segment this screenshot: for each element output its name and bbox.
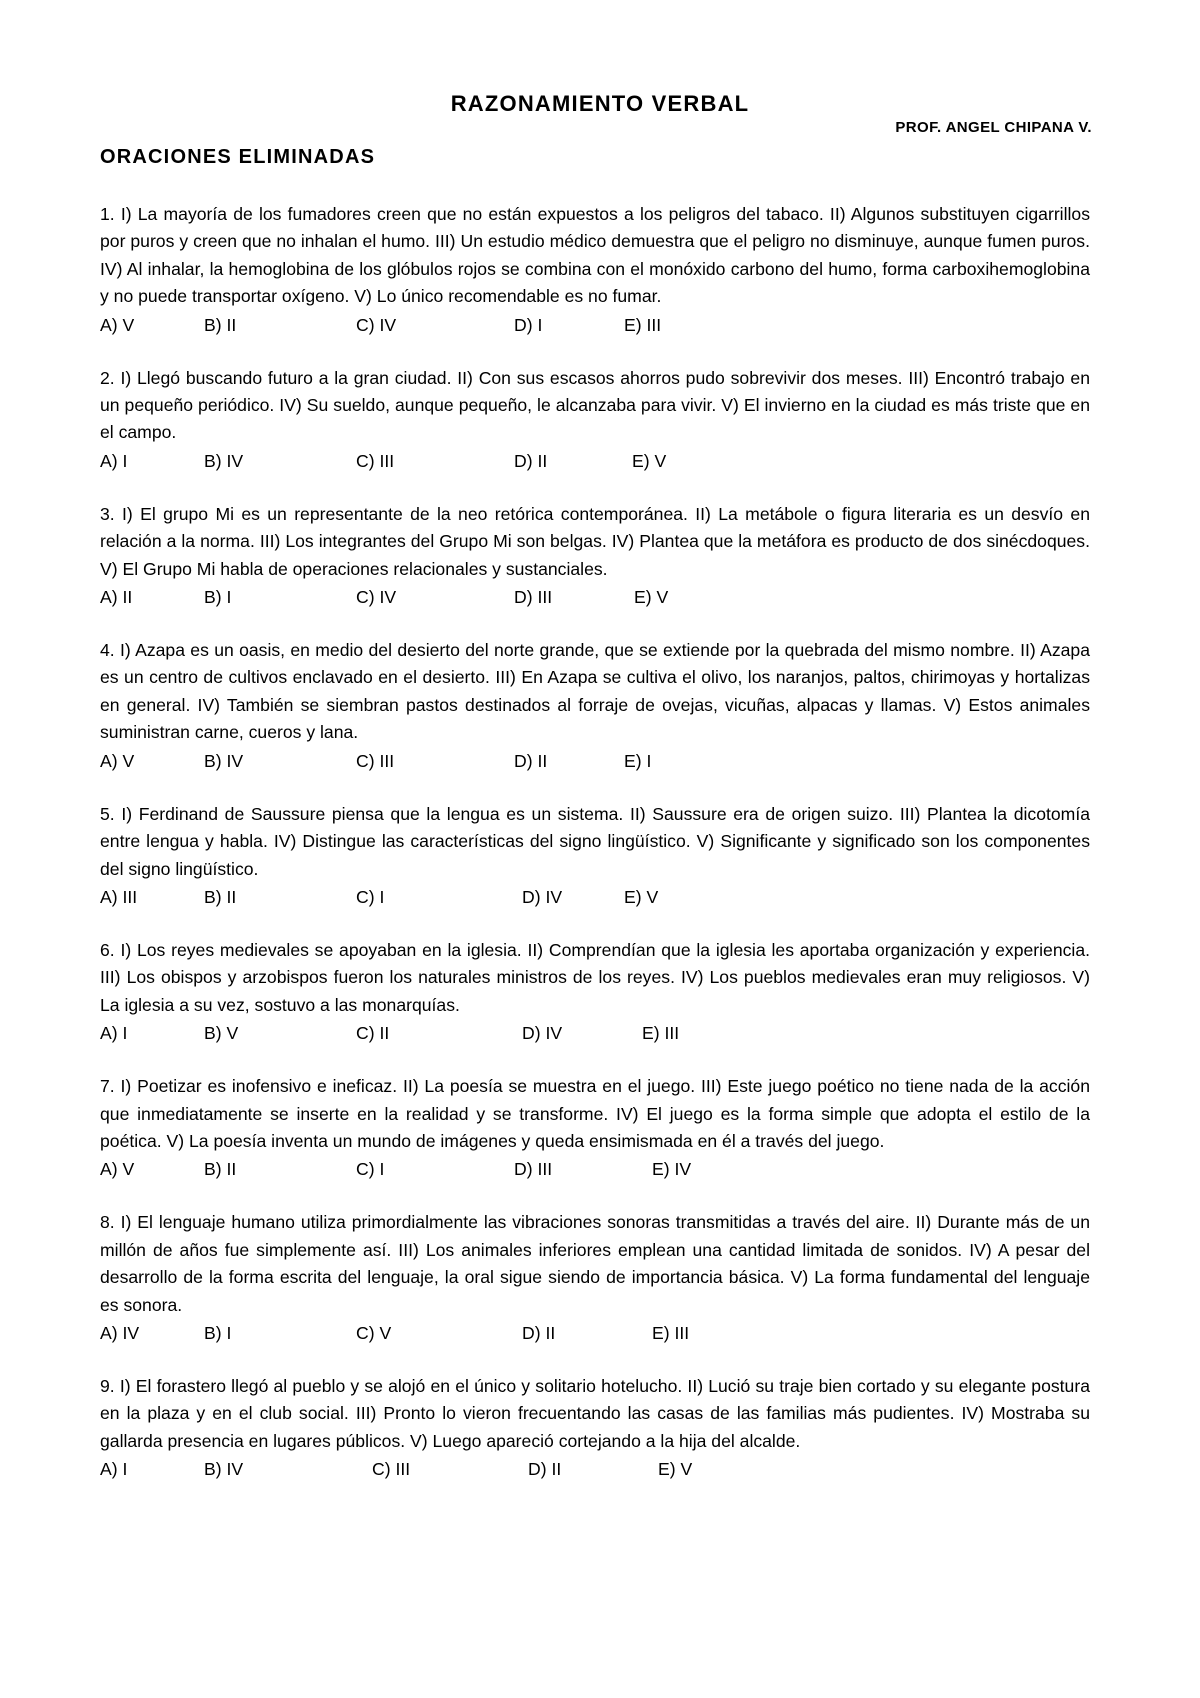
option-c: C) II xyxy=(356,1023,390,1044)
option-d: D) III xyxy=(514,587,553,608)
answer-options xyxy=(100,884,1090,911)
option-a: A) I xyxy=(100,1459,128,1480)
question-2 xyxy=(100,365,1090,475)
option-a: A) IV xyxy=(100,1322,140,1343)
question-9 xyxy=(100,1373,1090,1483)
question-6 xyxy=(100,937,1090,1047)
question-text: 5. I) Ferdinand de Saussure piensa que la lengua es un sistema. II) Saussure era de origen suizo. III) Plantea la dicotomía entre lengua y habla. IV) Distingue las características del signo lingüístico. V) Significante y significado son los componentes del signo lingüístico. xyxy=(100,803,1090,879)
option-c: C) IV xyxy=(356,587,397,608)
answer-options xyxy=(100,1020,1090,1047)
option-a: A) II xyxy=(100,587,133,608)
question-5 xyxy=(100,801,1090,911)
option-b: B) I xyxy=(204,1322,232,1343)
answer-options xyxy=(100,1320,1090,1347)
question-7 xyxy=(100,1073,1090,1183)
option-e: E) III xyxy=(642,1023,680,1044)
option-e: E) IV xyxy=(652,1159,692,1180)
option-e: E) III xyxy=(652,1322,690,1343)
option-d: D) IV xyxy=(522,1023,563,1044)
question-text: 8. I) El lenguaje humano utiliza primordialmente las vibraciones sonoras transmitidas a través del aire. II) Durante más de un millón de años fue simplemente así. III) Los animales inferiores emplean una cantidad limitada de sonidos. IV) A pesar del desarrollo de la forma escrita del lenguaje, la oral sigue siendo de importancia básica. V) La forma fundamental del lenguaje es sonora. xyxy=(100,1212,1090,1315)
option-e: E) V xyxy=(632,450,667,471)
question-text: 3. I) El grupo Mi es un representante de la neo retórica contemporánea. II) La metábole o figura literaria es un desvío en relación a la norma. III) Los integrantes del Grupo Mi son belgas. IV) Plantea que la metáfora es producto de dos sinécdoques. V) El Grupo Mi habla de operaciones relacionales y sustanciales. xyxy=(100,503,1090,579)
option-d: D) I xyxy=(514,314,543,335)
question-text: 1. I) La mayoría de los fumadores creen que no están expuestos a los peligros del tabaco. II) Algunos substituyen cigarrillos por puros y creen que no inhalan el humo. III) Un estudio médico demuestra que el peligro no disminuye, aunque fumen puros. IV) Al inhalar, la hemoglobina de los glóbulos rojos se combina con el monóxido carbono del humo, forma carboxihemoglobina y no puede transportar oxígeno. V) Lo único recomendable es no fumar. xyxy=(100,204,1090,307)
option-e: E) III xyxy=(624,314,662,335)
answer-options xyxy=(100,448,1090,475)
question-4 xyxy=(100,637,1090,775)
option-d: D) III xyxy=(514,1159,553,1180)
option-a: A) I xyxy=(100,450,128,471)
option-e: E) V xyxy=(624,886,659,907)
option-b: B) II xyxy=(204,1159,237,1180)
question-text: 6. I) Los reyes medievales se apoyaban en la iglesia. II) Comprendían que la iglesia les aportaba organización y experiencia. III) Los obispos y arzobispos fueron los naturales ministros de los reyes. IV) Los pueblos medievales eran muy religiosos. V) La iglesia a su vez, sostuvo a las monarquías. xyxy=(100,939,1090,1015)
option-b: B) I xyxy=(204,587,232,608)
option-d: D) IV xyxy=(522,886,563,907)
option-b: B) IV xyxy=(204,1459,244,1480)
question-list xyxy=(100,201,1090,1509)
question-1 xyxy=(100,201,1090,339)
document-title: RAZONAMIENTO VERBAL xyxy=(450,91,750,116)
section-heading: ORACIONES ELIMINADAS xyxy=(100,146,376,168)
option-a: A) V xyxy=(100,314,135,335)
question-text: 7. I) Poetizar es inofensivo e ineficaz. II) La poesía se muestra en el juego. III) Este juego poético no tiene nada de la acción que inmediatamente se inserte en la realidad y se transforme. IV) El juego es la forma simple que adopta el estilo de la poética. V) La poesía inventa un mundo de imágenes y queda ensimismada en él a través del juego. xyxy=(100,1076,1090,1151)
option-c: C) III xyxy=(372,1459,411,1480)
question-8 xyxy=(100,1209,1090,1347)
answer-options xyxy=(100,1156,1090,1183)
option-b: B) II xyxy=(204,886,237,907)
question-3 xyxy=(100,501,1090,611)
option-d: D) II xyxy=(514,450,548,471)
option-a: A) III xyxy=(100,886,138,907)
option-a: A) V xyxy=(100,750,135,771)
answer-options xyxy=(100,312,1090,339)
question-text: 4. I) Azapa es un oasis, en medio del desierto del norte grande, que se extiende por la quebrada del mismo nombre. II) Azapa es un centro de cultivos enclavado en el desierto. III) En Azapa se cultiva el olivo, los naranjos, paltos, chirimoyas y hortalizas en general. IV) También se siembran pastos destinados al forraje de ovejas, vicuñas, alpacas y llamas. V) Estos animales suministran carne, cueros y lana. xyxy=(100,640,1090,743)
option-c: C) III xyxy=(356,750,395,771)
option-e: E) I xyxy=(624,750,652,771)
answer-options xyxy=(100,748,1090,775)
option-e: E) V xyxy=(658,1459,693,1480)
option-b: B) II xyxy=(204,314,237,335)
question-text: 9. I) El forastero llegó al pueblo y se alojó en el único y solitario hotelucho. II) Lució su traje bien cortado y su elegante postura en la plaza y en el club social. III) Pronto lo vieron frecuentando las casas de las familias más pudientes. IV) Mostraba su gallarda presencia en lugares públicos. V) Luego apareció cortejando a la hija del alcalde. xyxy=(100,1375,1090,1451)
option-c: C) V xyxy=(356,1322,392,1343)
option-e: E) V xyxy=(634,587,669,608)
option-c: C) I xyxy=(356,886,385,907)
option-b: B) IV xyxy=(204,750,244,771)
answer-options xyxy=(100,1456,1090,1483)
option-b: B) V xyxy=(204,1023,239,1044)
option-c: C) IV xyxy=(356,314,397,335)
answer-options xyxy=(100,584,1090,611)
option-d: D) II xyxy=(528,1459,562,1480)
option-d: D) II xyxy=(522,1322,556,1343)
question-text: 2. I) Llegó buscando futuro a la gran ciudad. II) Con sus escasos ahorros pudo sobrevivir dos meses. III) Encontró trabajo en un pequeño periódico. IV) Su sueldo, aunque pequeño, le alcanzaba para vivir. V) El invierno en la ciudad es más triste que en el campo. xyxy=(100,367,1090,443)
option-c: C) III xyxy=(356,450,395,471)
option-a: A) V xyxy=(100,1159,135,1180)
option-a: A) I xyxy=(100,1023,128,1044)
option-c: C) I xyxy=(356,1159,385,1180)
option-b: B) IV xyxy=(204,450,244,471)
professor-name: PROF. ANGEL CHIPANA V. xyxy=(895,119,1092,136)
option-d: D) II xyxy=(514,750,548,771)
